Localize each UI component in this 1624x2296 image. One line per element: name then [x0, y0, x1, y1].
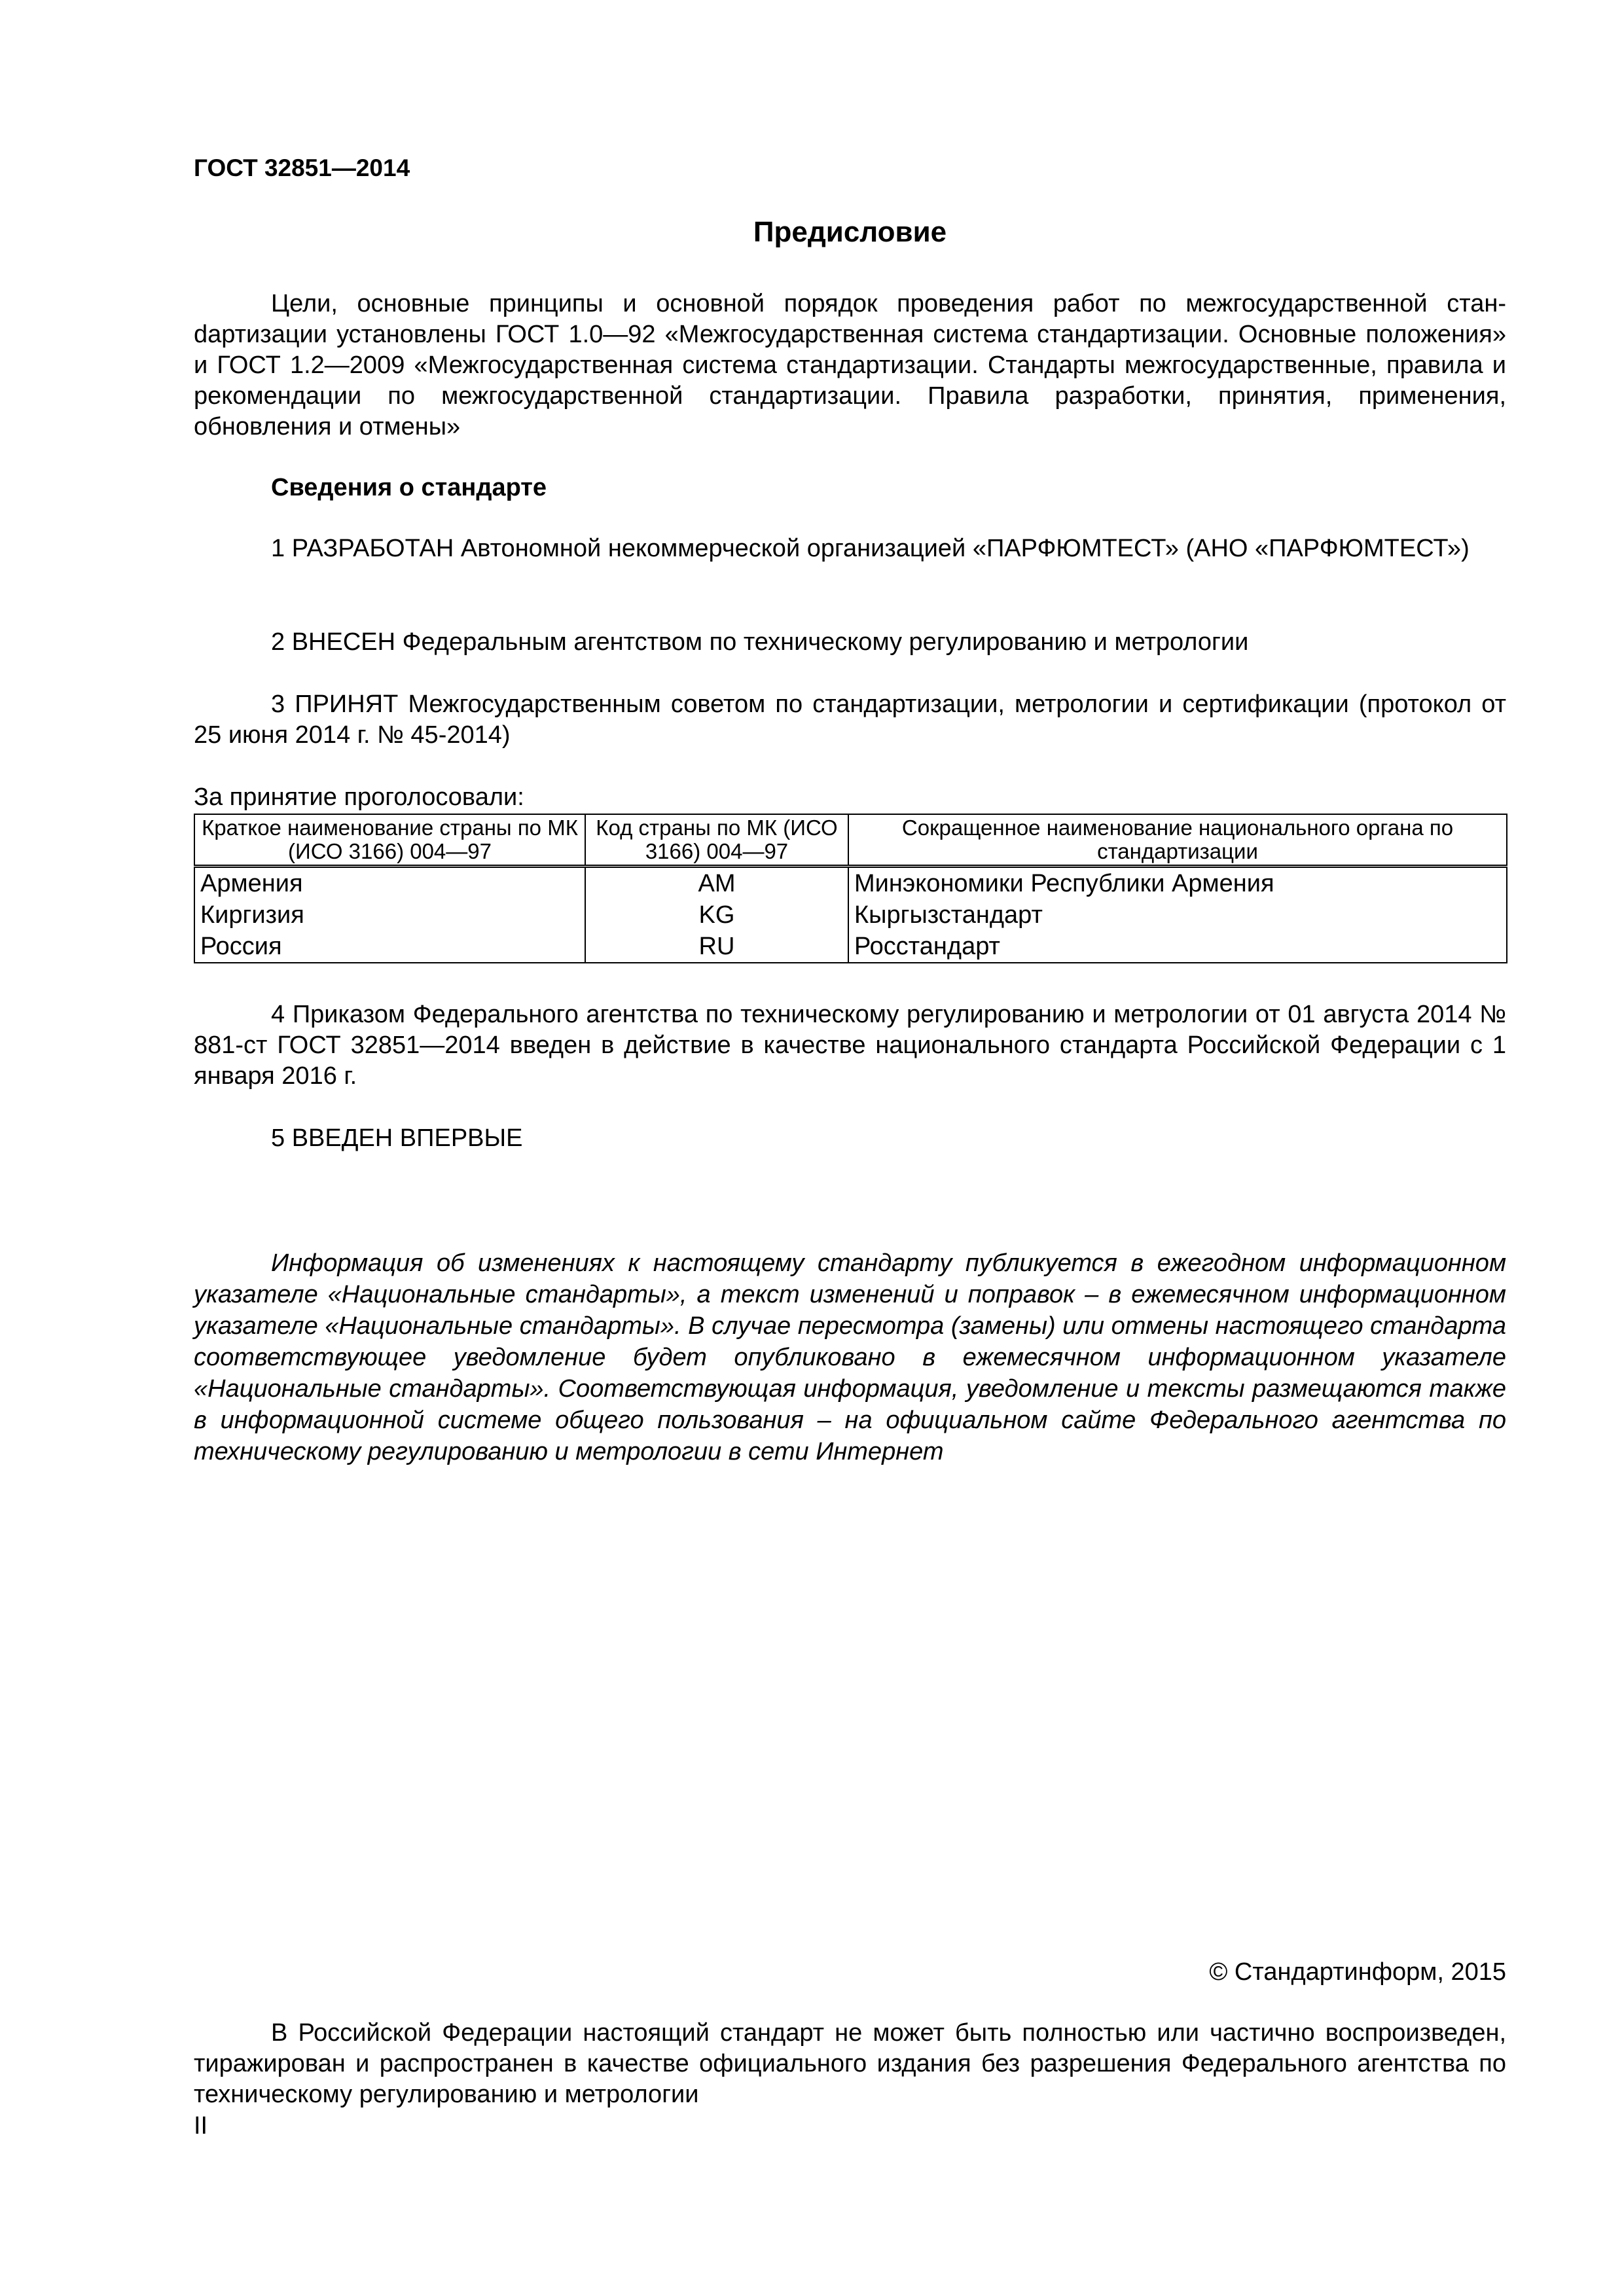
changes-info-note: Информация об изменениях к настоящему стандарту публикуется в ежегодном информационном указателе «Национальные стандарты», а текст изменений и поправок – в ежемесячном информационном указателе «Национальные стандарты». В случае пересмотра (замены) или отмены настоящего стандарта соответствующее уведомление будет опубликовано в ежемесячном информационном указателе «Национальные стандарты». Соответствующая информация, уведомление и тексты размещаются также в информационной системе общего пользования – на официальном сайте Федерального агентства по техническому регулированию и метрологии в сети Интернет — [194, 1249, 1506, 1465]
cell-code: KG — [585, 899, 848, 931]
vote-label: За принятие проголосовали: — [194, 783, 524, 811]
copyright: © Стандартинформ, 2015 — [1209, 1958, 1506, 1986]
standard-info-heading: Сведения о стандарте — [271, 474, 547, 501]
cell-country: Киргизия — [194, 899, 585, 931]
column-header-body: Сокращенное наименование национального органа по стандартизации — [848, 814, 1507, 867]
item-order: 4 Приказом Федерального агентства по техническому регулированию и метрологии от 01 августа 2014 № 881-ст ГОСТ 32851—2014 введен в действие в качестве национального стандарта Российской Федерации с 1 января 2016 г. — [194, 1001, 1506, 1090]
cell-country: Армения — [194, 867, 585, 900]
reproduction-note: В Российской Федерации настоящий стандарт не может быть полностью или частично воспроизведен, тиражирован и распространен в качестве официального издания без разрешения Федерального агентства по техническому регулированию и метрологии — [194, 2019, 1506, 2108]
cell-code: AM — [585, 867, 848, 900]
cell-body: Росстандарт — [848, 931, 1507, 963]
table-row — [194, 867, 1507, 900]
table-header-row — [194, 814, 1507, 867]
intro-paragraph: Цели, основные принципы и основной порядок проведения работ по межгосударственной станdартизации установлены ГОСТ 1.0—92 «Межгосударственная система стандартизации. Основные положения» и ГОСТ 1.2—2009 «Межгосударственная система стандартизации. Стандарты межгосударственные, правила и рекомендации по межгосударственной стандартизации. Правила разработки, принятия, применения, обновления и отмены» — [194, 290, 1506, 440]
item-submitted: 2 ВНЕСЕН Федеральным агентством по техническому регулированию и метрологии — [271, 628, 1249, 656]
column-header-code: Код страны по МК (ИСО 3166) 004—97 — [585, 814, 848, 867]
page-title: Предисловие — [753, 216, 947, 248]
cell-country: Россия — [194, 931, 585, 963]
column-header-country: Краткое наименование страны по МК (ИСО 3166) 004—97 — [194, 814, 585, 867]
vote-table — [194, 814, 1507, 963]
document-code: ГОСТ 32851—2014 — [194, 154, 410, 181]
table-row — [194, 931, 1507, 963]
cell-body: Минэкономики Республики Армения — [848, 867, 1507, 900]
cell-code: RU — [585, 931, 848, 963]
item-developed: 1 РАЗРАБОТАН Автономной некоммерческой организацией «ПАРФЮМТЕСТ» (АНО «ПАРФЮМТЕСТ») — [271, 535, 1470, 562]
cell-body: Кыргызстандарт — [848, 899, 1507, 931]
table-row — [194, 899, 1507, 931]
item-adopted: 3 ПРИНЯТ Межгосударственным советом по стандартизации, метрологии и сертификации (протокол от 25 июня 2014 г. № 45-2014) — [194, 691, 1506, 749]
page-number: II — [194, 2112, 208, 2140]
item-first-introduced: 5 ВВЕДЕН ВПЕРВЫЕ — [271, 1124, 523, 1152]
